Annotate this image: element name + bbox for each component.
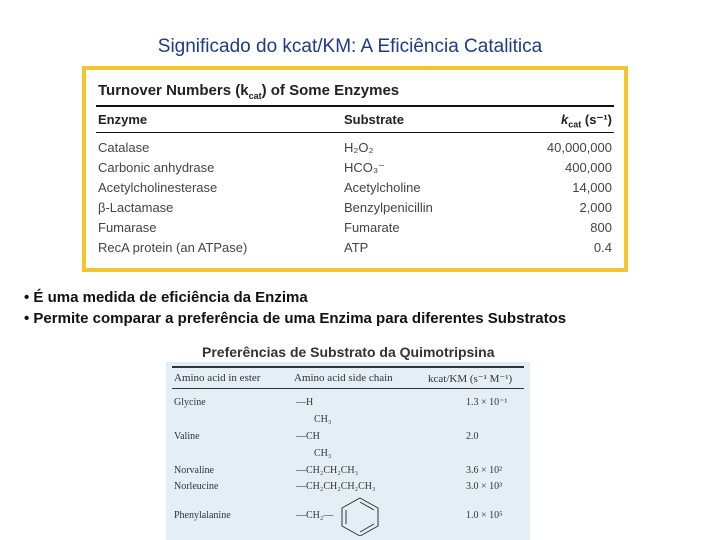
bullet-item: • Permite comparar a preferência de uma Enzima para diferentes Substratos [24, 310, 567, 327]
header-side-chain: Amino acid side chain [294, 372, 393, 384]
cell-side-chain: —H [296, 397, 314, 408]
table-row [86, 200, 624, 220]
cell-substrate: Fumarate [344, 220, 400, 235]
table-rule [96, 132, 614, 133]
cell-side-chain-top: CH₃ [314, 414, 332, 425]
cell-kcat-km: 3.0 × 10³ [466, 481, 503, 492]
cell-substrate: ATP [344, 240, 369, 255]
cell-enzyme: Catalase [98, 140, 150, 155]
turnover-table-title: Turnover Numbers $(k_{cat})$ of Some Enzymes [98, 82, 400, 101]
table-row [86, 140, 624, 160]
cell-amino-acid: Glycine [174, 397, 206, 408]
cell-kcat: 14,000 [572, 180, 612, 195]
table-rule [172, 388, 524, 389]
cell-kcat-km: 2.0 [466, 431, 479, 442]
cell-kcat: 2,000 [579, 200, 612, 215]
cell-kcat: 800 [590, 220, 612, 235]
cell-side-chain: —CH₂CH₂CH₃ [296, 465, 359, 476]
cell-substrate: Benzylpenicillin [344, 200, 433, 215]
cell-side-chain: —CH₂— [296, 510, 334, 521]
cell-amino-acid: Valine [174, 431, 200, 442]
cell-side-chain: —CH [296, 431, 320, 442]
table-row [86, 240, 624, 260]
cell-enzyme: Acetylcholinesterase [98, 180, 218, 195]
cell-side-chain: —CH₂CH₂CH₂CH₃ [296, 481, 376, 492]
table-rule [96, 105, 614, 107]
cell-kcat-km: 1.0 × 10⁵ [466, 510, 503, 521]
table-rule [172, 366, 524, 368]
table-row [86, 160, 624, 180]
cell-substrate: Acetylcholine [344, 180, 421, 195]
benzene-ring-icon [338, 496, 382, 536]
header-kcat-km: kcat/KM (s⁻¹ M⁻¹) [428, 373, 513, 385]
bullet-item: • É uma medida de eficiência da Enzima [24, 289, 308, 306]
cell-enzyme: Carbonic anhydrase [98, 160, 215, 175]
cell-amino-acid: Norvaline [174, 465, 214, 476]
cell-kcat-km: 1.3 × 10⁻¹ [466, 397, 508, 408]
header-enzyme: Enzyme [98, 112, 148, 127]
turnover-table [82, 66, 628, 272]
preference-table [166, 362, 530, 540]
cell-amino-acid: Phenylalanine [174, 510, 231, 521]
cell-amino-acid: Norleucine [174, 481, 219, 492]
cell-side-chain-bottom: CH₃ [314, 448, 332, 459]
cell-kcat: 400,000 [565, 160, 612, 175]
preference-table-title: Preferências de Substrato da Quimotripsina [202, 344, 495, 360]
cell-substrate: H₂O₂ [344, 140, 374, 155]
table-row [86, 180, 624, 200]
cell-kcat: 40,000,000 [546, 140, 612, 155]
cell-kcat: 0.4 [593, 240, 612, 255]
slide-title: Significado do kcat/KM: A Eficiência Catalitica [157, 36, 543, 57]
header-amino-acid: Amino acid in ester [174, 372, 261, 384]
header-kcat: $k_{cat}$ (s⁻¹) [561, 112, 612, 130]
cell-enzyme: β-Lactamase [98, 200, 174, 215]
table-row [86, 220, 624, 240]
header-substrate: Substrate [344, 112, 404, 127]
cell-kcat-km: 3.6 × 10² [466, 465, 503, 476]
cell-substrate: HCO₃⁻ [344, 160, 386, 175]
cell-enzyme: RecA protein (an ATPase) [98, 240, 248, 255]
cell-enzyme: Fumarase [98, 220, 157, 235]
